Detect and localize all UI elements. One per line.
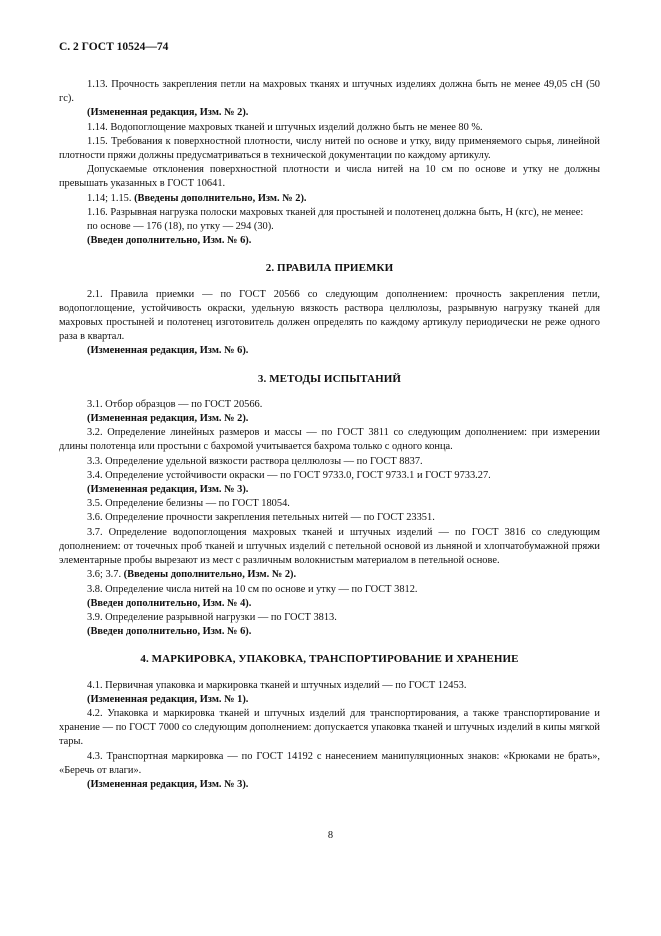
revision-text: (Введены дополнительно, Изм. № 2). <box>123 569 297 581</box>
revision-note <box>59 192 600 206</box>
revision-note: (Измененная редакция, Изм. № 3). <box>87 778 249 790</box>
clause-3-6: 3.6. Определение прочности закрепления петельных нитей — по ГОСТ 23351. <box>87 512 435 524</box>
clause-3-7: 3.7. Определение водопоглощения махровых тканей и штучных изделий — по ГОСТ 3816 со следующим дополнением: от точечных проб тканей и штучных изделий с петельной основой из льняной и хлопчатобумажной пряжи элементарные пробы вырезают из мест с различным волокнистым материалом в петельной основе. <box>59 526 600 567</box>
clause-1-13: 1.13. Прочность закрепления петли на махровых тканях и штучных изделиях должна быть не менее 49,05 сН (50 гс). <box>59 79 600 105</box>
section-3-title: 3. МЕТОДЫ ИСПЫТАНИЙ <box>257 372 402 385</box>
clause-3-8: 3.8. Определение числа нитей на 10 см по основе и утку — по ГОСТ 3812. <box>87 583 418 595</box>
page-number: 8 <box>327 830 334 841</box>
revision-note: (Измененная редакция, Изм. № 2). <box>87 413 249 425</box>
section-2-title: 2. ПРАВИЛА ПРИЕМКИ <box>265 262 394 275</box>
clause-1-14: 1.14. Водопоглощение махровых тканей и штучных изделий должно быть не менее 80 %. <box>87 121 483 133</box>
clause-3-9: 3.9. Определение разрывной нагрузки — по ГОСТ 3813. <box>87 611 337 623</box>
revision-note: (Введен дополнительно, Изм. № 4). <box>87 597 252 609</box>
section-4-title: 4. МАРКИРОВКА, УПАКОВКА, ТРАНСПОРТИРОВАНИЕ И ХРАНЕНИЕ <box>140 653 519 666</box>
revision-note <box>59 568 600 582</box>
document-body <box>59 78 600 792</box>
revision-note: (Введен дополнительно, Изм. № 6). <box>87 626 252 638</box>
page-header: С. 2 ГОСТ 10524—74 <box>59 41 169 53</box>
clause-4-1: 4.1. Первичная упаковка и маркировка тканей и штучных изделий — по ГОСТ 12453. <box>87 679 467 691</box>
clause-4-2: 4.2. Упаковка и маркировка тканей и штучных изделий для транспортирования, а также транспортирование и хранение — по ГОСТ 7000 со следующим дополнением: допускается упаковка тканей и штучных изделий в кипы мягкой тары. <box>59 707 600 748</box>
revision-clauses: 3.6; 3.7. <box>87 569 122 581</box>
clause-1-16-values: по основе — 176 (18), по утку — 294 (30). <box>87 221 274 233</box>
clause-3-2: 3.2. Определение линейных размеров и массы — по ГОСТ 3811 со следующим дополнением: при измерении длины полотенца или простыни с бахромой учитывается бахрома только с одного конца. <box>59 427 600 453</box>
clause-1-16: 1.16. Разрывная нагрузка полоски махровых тканей для простыней и полотенец должна быть, Н (кгс), не менее: <box>87 206 584 218</box>
revision-note: (Введен дополнительно, Изм. № 6). <box>87 235 252 247</box>
clause-3-5: 3.5. Определение белизны — по ГОСТ 18054. <box>87 498 290 510</box>
clause-1-15-continued: Допускаемые отклонения поверхностной плотности и числа нитей на 10 см по основе и утку не должны превышать указанных в ГОСТ 10641. <box>59 164 600 190</box>
clause-3-1: 3.1. Отбор образцов — по ГОСТ 20566. <box>87 398 263 410</box>
revision-text: (Введены дополнительно, Изм. № 2). <box>134 192 307 204</box>
clause-3-3: 3.3. Определение удельной вязкости раствора целлюлозы — по ГОСТ 8837. <box>87 455 423 467</box>
revision-note: (Измененная редакция, Изм. № 2). <box>87 107 249 119</box>
clause-1-15: 1.15. Требования к поверхностной плотности, числу нитей по основе и утку, виду применяемого сырья, линейной плотности пряжи должны предусматриваться в технической документации по каждому артикулу. <box>59 135 600 162</box>
revision-note: (Измененная редакция, Изм. № 6). <box>87 345 249 357</box>
clause-2-1: 2.1. Правила приемки — по ГОСТ 20566 со следующим дополнением: прочность закрепления петли, водопоглощение, устойчивость окраски, удельную вязкость раствора целлюлозы, разрывную нагрузку тканей для махровых простыней и полотенец изготовитель должен определять по каждому артикулу периодически не реже одного раза в квартал. <box>59 288 600 343</box>
revision-note: (Измененная редакция, Изм. № 1). <box>87 693 249 705</box>
revision-clauses: 1.14; 1.15. <box>87 192 132 204</box>
revision-note: (Измененная редакция, Изм. № 3). <box>87 484 249 496</box>
clause-4-3: 4.3. Транспортная маркировка — по ГОСТ 14192 с нанесением манипуляционных знаков: «Крюками не брать», «Беречь от влаги». <box>59 750 600 776</box>
clause-3-4: 3.4. Определение устойчивости окраски — по ГОСТ 9733.0, ГОСТ 9733.1 и ГОСТ 9733.27. <box>87 469 491 481</box>
